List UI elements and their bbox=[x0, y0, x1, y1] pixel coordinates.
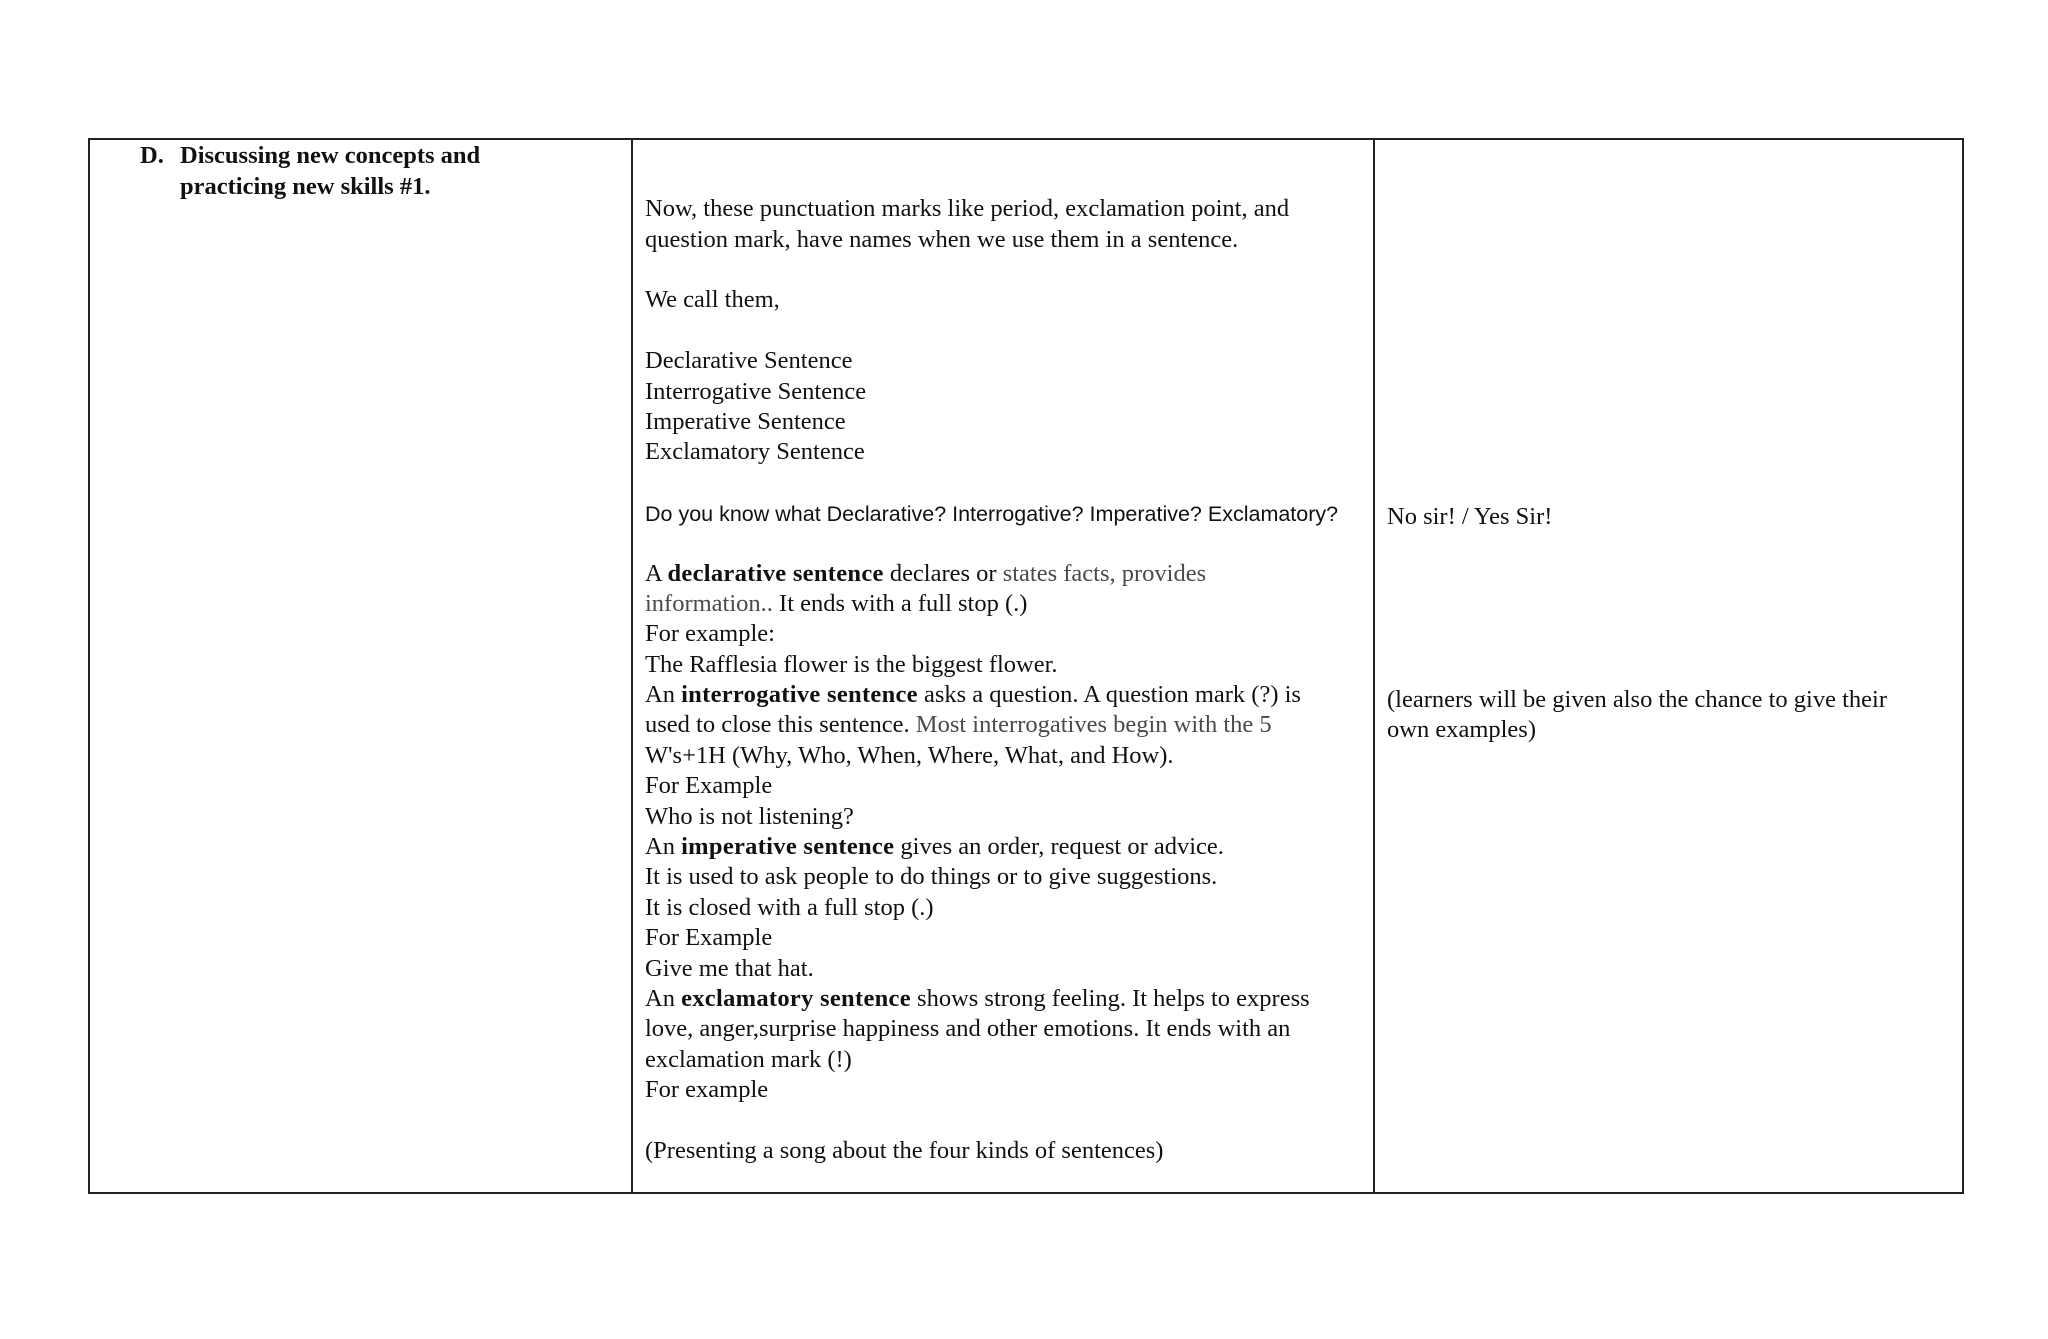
learner-note-line-1: (learners will be given also the chance to give their bbox=[1387, 686, 1888, 713]
declarative-line-1 bbox=[645, 559, 1206, 589]
exclamatory-term: exclamatory sentence bbox=[681, 985, 911, 1012]
kind-imperative: Imperative Sentence bbox=[645, 408, 846, 435]
declarative-for-example: For example: bbox=[645, 620, 775, 647]
declarative-term: declarative sentence bbox=[667, 560, 884, 587]
exclamatory-for-example: For example bbox=[645, 1076, 769, 1103]
declarative-gray-text: states facts, provides bbox=[1002, 560, 1207, 587]
exclamatory-line-1 bbox=[645, 984, 1310, 1014]
intro-line-2: question mark, have names when we use them in a sentence. bbox=[645, 226, 1239, 253]
interrogative-close-text: used to close this sentence. bbox=[645, 711, 916, 738]
exclamatory-article: An bbox=[645, 985, 682, 1012]
question-line: Do you know what Declarative? Interrogative? Imperative? Exclamatory? bbox=[645, 502, 1339, 526]
section-letter: D. bbox=[140, 142, 164, 169]
imperative-for-example: For Example bbox=[645, 924, 773, 951]
procedure-column bbox=[90, 140, 633, 1192]
exclamatory-text: shows strong feeling. It helps to express bbox=[910, 985, 1310, 1012]
lesson-plan-table bbox=[88, 138, 1964, 1194]
section-title-line1: Discussing new concepts and bbox=[180, 142, 481, 169]
learner-note-line-2: own examples) bbox=[1387, 716, 1536, 743]
learner-answer: No sir! / Yes Sir! bbox=[1387, 503, 1553, 530]
section-heading bbox=[140, 140, 580, 202]
imperative-line-2: It is used to ask people to do things or to give suggestions. bbox=[645, 863, 1218, 890]
declarative-example: The Rafflesia flower is the biggest flower. bbox=[645, 651, 1058, 678]
declarative-text: declares or bbox=[883, 560, 1003, 587]
declarative-gray-text-2: information.. bbox=[645, 590, 773, 617]
learner-activity-column bbox=[1375, 140, 1962, 1192]
interrogative-line-3: W's+1H (Why, Who, When, Where, What, and How). bbox=[645, 742, 1174, 769]
imperative-example: Give me that hat. bbox=[645, 955, 814, 982]
interrogative-text: asks a question. A question mark (?) is bbox=[917, 681, 1301, 708]
teacher-activity-column bbox=[633, 140, 1375, 1192]
exclamatory-line-3: exclamation mark (!) bbox=[645, 1046, 852, 1073]
interrogative-gray-text: Most interrogatives begin with the 5 bbox=[915, 711, 1272, 738]
imperative-term: imperative sentence bbox=[681, 833, 895, 860]
imperative-text: gives an order, request or advice. bbox=[894, 833, 1224, 860]
kind-exclamatory: Exclamatory Sentence bbox=[645, 438, 865, 465]
interrogative-line-1 bbox=[645, 680, 1301, 710]
interrogative-term: interrogative sentence bbox=[681, 681, 918, 708]
imperative-article: An bbox=[645, 833, 682, 860]
interrogative-article: An bbox=[645, 681, 682, 708]
declarative-article: A bbox=[645, 560, 668, 587]
section-title-line2: practicing new skills #1. bbox=[180, 173, 431, 200]
interrogative-line-2 bbox=[645, 710, 1272, 740]
interrogative-for-example: For Example bbox=[645, 772, 773, 799]
call-them-line: We call them, bbox=[645, 286, 780, 313]
kind-declarative: Declarative Sentence bbox=[645, 347, 853, 374]
intro-line-1: Now, these punctuation marks like period, exclamation point, and bbox=[645, 195, 1290, 222]
declarative-line-2 bbox=[645, 589, 1027, 619]
kind-interrogative: Interrogative Sentence bbox=[645, 378, 867, 405]
imperative-line-1 bbox=[645, 832, 1224, 862]
exclamatory-line-2: love, anger,surprise happiness and other emotions. It ends with an bbox=[645, 1015, 1291, 1042]
imperative-line-3: It is closed with a full stop (.) bbox=[645, 894, 934, 921]
declarative-ending: It ends with a full stop (.) bbox=[772, 590, 1028, 617]
song-line: (Presenting a song about the four kinds of sentences) bbox=[645, 1137, 1164, 1164]
interrogative-example: Who is not listening? bbox=[645, 803, 854, 830]
